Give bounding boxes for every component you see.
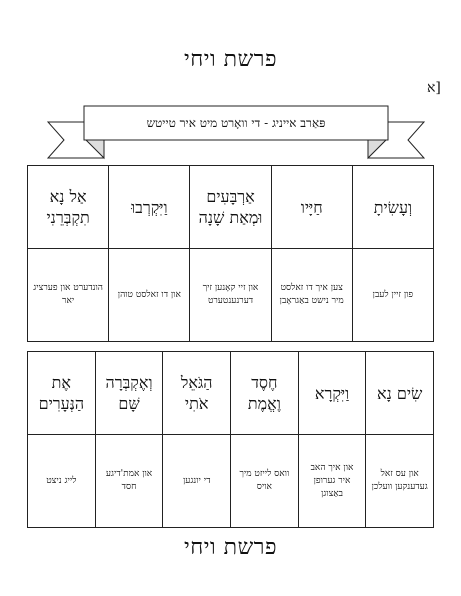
hebrew-word: חַיָּיו <box>300 197 323 217</box>
translation-cell <box>95 435 163 528</box>
hebrew-word: אַל נָא תִקְבְּרֵנִי <box>46 187 90 227</box>
hebrew-word: וַיִּקְרָא <box>314 383 350 403</box>
word-row <box>28 352 434 435</box>
hebrew-word: וַיִּקְרְבוּ <box>131 197 168 217</box>
translation-cell <box>28 249 109 342</box>
word-cell <box>28 352 96 435</box>
word-cell <box>298 352 366 435</box>
word-cell <box>163 352 231 435</box>
yiddish-translation: און דו זאלסט טוהן <box>117 289 181 300</box>
hebrew-word: הַגֹּאֵל אֹתִי <box>180 373 213 413</box>
translation-row <box>28 435 434 528</box>
hebrew-word: אַרְבָּעִים וּמְאַת שָׁנָה <box>198 187 263 227</box>
translation-cell <box>231 435 299 528</box>
translation-cell <box>271 249 352 342</box>
translation-cell <box>163 435 231 528</box>
translation-cell <box>109 249 190 342</box>
word-cell <box>190 166 271 249</box>
page-marker: א] <box>427 80 441 96</box>
word-cell <box>231 352 299 435</box>
translation-cell <box>28 435 96 528</box>
hebrew-word: אֶת הַנְּעָרִים <box>38 373 85 413</box>
word-cell <box>28 166 109 249</box>
banner-ribbon <box>46 96 426 168</box>
vocabulary-table-1 <box>27 165 434 342</box>
page-title: פרשת ויחי <box>183 47 277 72</box>
yiddish-translation: לייג ניצט <box>46 475 77 486</box>
yiddish-translation: און אמת'דיגע חסד <box>105 469 153 492</box>
word-cell <box>95 352 163 435</box>
word-cell <box>366 352 434 435</box>
word-cell <box>109 166 190 249</box>
translation-cell <box>298 435 366 528</box>
hebrew-word: וְאֶקְבְּרָה שָּׁם <box>105 373 153 413</box>
hebrew-word: חֶסֶד וֶאֱמֶת <box>247 373 281 413</box>
yiddish-translation: און זיי קאָנען זיך דערנענטערט <box>202 283 259 306</box>
translation-row <box>28 249 434 342</box>
yiddish-translation: הונדערט און פערציג יאר <box>33 283 103 306</box>
hebrew-word: שִׂים נָא <box>376 383 423 403</box>
yiddish-translation: פון זיין לעבן <box>372 289 414 300</box>
translation-cell <box>352 249 433 342</box>
yiddish-translation: צען איך דו זאלסט מיר נישט באַגראָבן <box>279 283 344 306</box>
yiddish-translation: און עס זאל געדענקען וועלכן <box>371 469 428 492</box>
word-cell <box>271 166 352 249</box>
banner-text: פּאַרב אייניג - די וואָרט מיט איר טייטש <box>146 116 326 130</box>
yiddish-translation: די יונגען <box>182 475 211 486</box>
yiddish-translation: וואס לייזט מיך אויס <box>239 469 290 492</box>
hebrew-word: וְעָשִׂיתָ <box>373 197 413 217</box>
word-row <box>28 166 434 249</box>
page-footer-title: פרשת ויחי <box>183 535 277 560</box>
yiddish-translation: און איך האב איר גערופן באַצוגן <box>310 462 354 499</box>
translation-cell <box>366 435 434 528</box>
vocabulary-table-2 <box>27 351 434 528</box>
word-cell <box>352 166 433 249</box>
translation-cell <box>190 249 271 342</box>
